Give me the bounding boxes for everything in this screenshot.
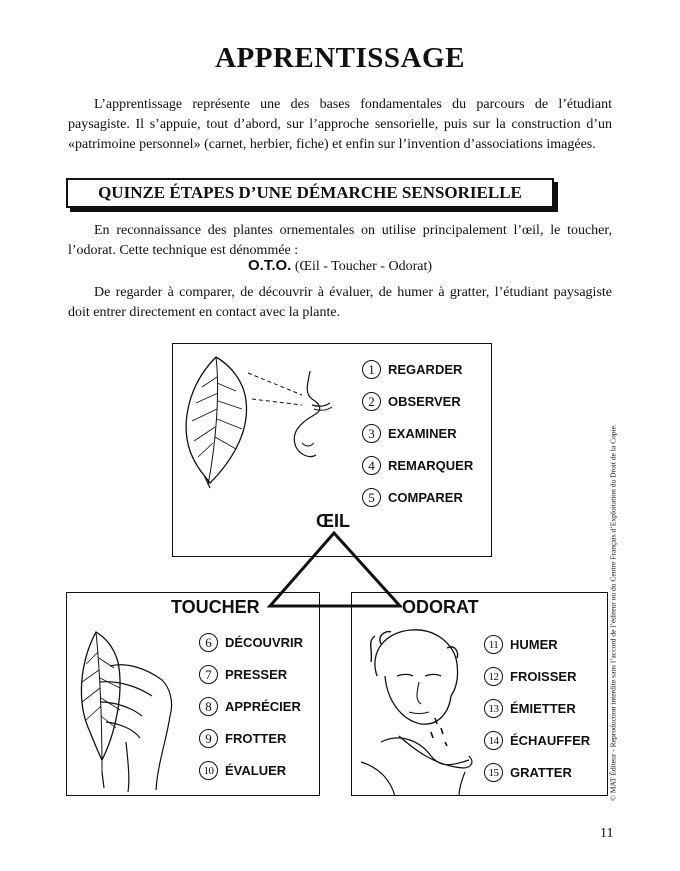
step-label: EXAMINER: [388, 426, 457, 441]
step-number: 8: [199, 697, 218, 716]
step-number: 14: [484, 731, 503, 750]
step-9: [199, 729, 286, 748]
step-number: 15: [484, 763, 503, 782]
step-number: 7: [199, 665, 218, 684]
oto-acronym: O.T.O.: [247, 257, 292, 274]
section-title: QUINZE ÉTAPES D’UNE DÉMARCHE SENSORIELLE: [66, 178, 554, 208]
odorat-label: ODORAT: [402, 597, 479, 617]
step-number: 6: [199, 633, 218, 652]
step-10: [199, 761, 286, 780]
step-label: ÉCHAUFFER: [510, 733, 591, 748]
intro-paragraph: L’apprentissage représente une des bases fondamentales du parcours de l’étudiant paysagiste. Il s’appuie, tout d’abord, sur l’approche sensorielle, puis sur la construction d’un «patrimoine personnel» (carnet, herbier, fiche) et enfin sur l’invention d’associations imagées.: [68, 97, 612, 152]
step-label: DÉCOUVRIR: [225, 635, 304, 650]
oto-expansion: (Œil - Toucher - Odorat): [294, 259, 432, 274]
step-label: FROISSER: [510, 669, 577, 684]
step-6: [199, 633, 303, 652]
page-number: 11: [600, 826, 614, 841]
page-title: APPRENTISSAGE: [215, 42, 465, 74]
copyright-text: © MAT Éditeur - Reproduction interdite sans l’accord de l’éditeur ou du Centre Français d’Exploitation du Droit de la Copie.: [608, 424, 618, 801]
paragraph-oto-intro: En reconnaissance des plantes ornementales on utilise principalement l’œil, le toucher, l’odorat. Cette technique est dénommée :: [68, 223, 612, 258]
step-number: 5: [362, 488, 381, 507]
step-number: 4: [362, 456, 381, 475]
step-number: 12: [484, 667, 503, 686]
step-number: 11: [484, 635, 503, 654]
step-15: [484, 763, 572, 782]
step-label: REMARQUER: [388, 458, 474, 473]
oeil-label: ŒIL: [316, 511, 350, 531]
step-8: [199, 697, 301, 716]
step-number: 1: [362, 360, 381, 379]
step-12: [484, 667, 576, 686]
toucher-label: TOUCHER: [171, 597, 260, 617]
step-label: FROTTER: [225, 731, 287, 746]
step-13: [484, 699, 576, 718]
face-smelling-illustration: [351, 592, 486, 796]
step-11: [484, 635, 558, 654]
step-label: COMPARER: [388, 490, 463, 505]
step-number: 2: [362, 392, 381, 411]
step-label: GRATTER: [510, 765, 572, 780]
step-label: OBSERVER: [388, 394, 461, 409]
step-label: REGARDER: [388, 362, 463, 377]
step-7: [199, 665, 287, 684]
step-number: 13: [484, 699, 503, 718]
paragraph-contact: De regarder à comparer, de découvrir à évaluer, de humer à gratter, l’étudiant paysagiste doit entrer directement en contact avec la plante.: [68, 285, 612, 320]
copyright-notice: [608, 410, 620, 820]
hand-leaf-illustration: [66, 592, 186, 796]
step-number: 9: [199, 729, 218, 748]
step-number: 10: [199, 761, 218, 780]
step-number: 3: [362, 424, 381, 443]
step-label: APPRÉCIER: [225, 699, 301, 714]
step-label: HUMER: [510, 637, 558, 652]
step-label: ÉMIETTER: [510, 701, 576, 716]
step-14: [484, 731, 590, 750]
step-label: PRESSER: [225, 667, 288, 682]
step-label: ÉVALUER: [225, 763, 287, 778]
